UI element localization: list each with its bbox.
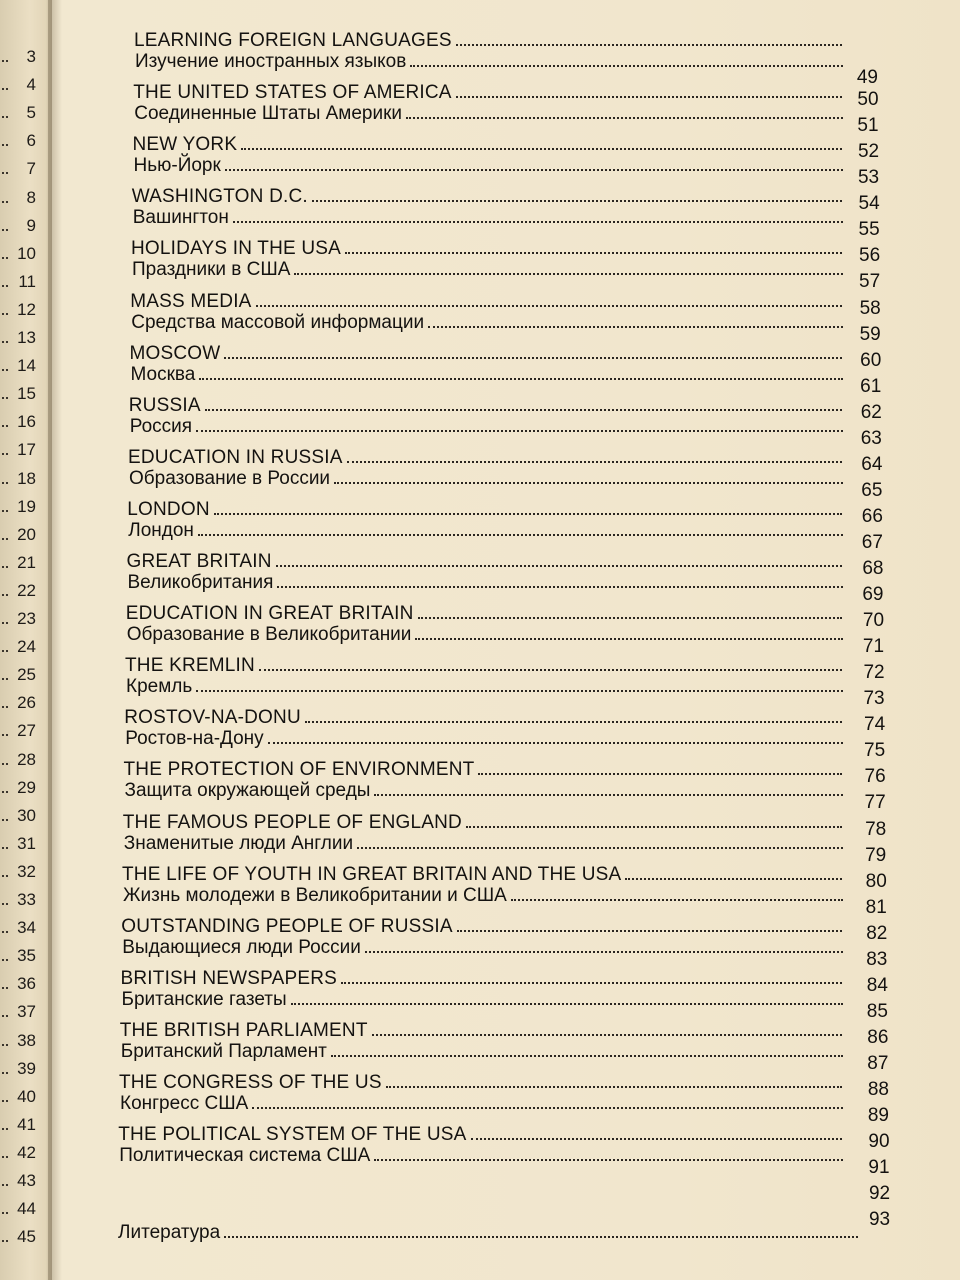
- toc-entry-title: [130, 343, 843, 365]
- facing-page-number: 22: [2, 582, 36, 600]
- toc-entry-subtitle: [123, 885, 843, 907]
- toc-subtitle-text: Нью-Йорк: [133, 155, 221, 177]
- page-number: 86: [867, 1026, 889, 1048]
- facing-page-number: 20: [2, 526, 36, 544]
- dot-leader: [471, 1138, 842, 1140]
- toc-entry-subtitle: [134, 103, 843, 125]
- dot-leader: [625, 878, 842, 880]
- toc-entry-title: [118, 1124, 842, 1146]
- facing-page-number: 29: [2, 779, 36, 797]
- toc-entry-subtitle: [131, 312, 843, 334]
- dot-leader: [214, 513, 842, 515]
- dot-leader: [256, 305, 842, 307]
- page-number: 88: [867, 1079, 889, 1100]
- page-number: 62: [860, 401, 882, 423]
- dot-leader: [241, 148, 842, 150]
- toc-entry-subtitle: [127, 624, 843, 646]
- facing-page-number: 15: [2, 385, 36, 403]
- page-number: 92: [868, 1183, 891, 1205]
- facing-page-number: 23: [2, 610, 36, 628]
- page-number: 80: [865, 870, 887, 892]
- toc-entry-title: [121, 916, 842, 938]
- dot-leader: [428, 326, 843, 328]
- toc-entry-subtitle: [125, 728, 843, 750]
- page-number: 66: [861, 505, 883, 527]
- dot-leader: [252, 1107, 843, 1109]
- toc-subtitle-text: Великобритания: [127, 572, 274, 593]
- toc-subtitle-text: Москва: [130, 363, 196, 385]
- dot-leader: [372, 1034, 842, 1036]
- facing-page-number: 44: [2, 1200, 36, 1218]
- toc-title-text: MASS MEDIA: [130, 290, 252, 312]
- toc-entry-subtitle: [135, 51, 843, 73]
- dot-leader: [511, 899, 843, 901]
- facing-page-number: 12: [2, 301, 36, 319]
- toc-entry-subtitle: [129, 468, 843, 490]
- toc-entry-subtitle: [122, 989, 844, 1011]
- page-number: 91: [868, 1157, 890, 1179]
- toc-entry-title: [124, 759, 843, 781]
- page-number: 83: [866, 948, 888, 970]
- toc-subtitle-text: Образование в России: [129, 467, 331, 489]
- dot-leader: [341, 982, 842, 984]
- facing-page-number: 37: [2, 1003, 36, 1021]
- facing-page-number: 38: [2, 1032, 36, 1050]
- toc-title-text: ROSTOV-NA-DONU: [124, 707, 301, 729]
- facing-page-number: 28: [2, 751, 36, 769]
- dot-leader: [347, 461, 842, 463]
- toc-entry-title: [127, 499, 842, 521]
- toc-entry-subtitle: [133, 207, 843, 229]
- dot-leader: [410, 65, 843, 67]
- page-number: 51: [857, 115, 879, 137]
- page-number: 49: [856, 67, 878, 88]
- facing-page-number: 8: [2, 189, 36, 207]
- toc-entry-title: [131, 238, 842, 260]
- toc-bibliography: [118, 1222, 858, 1244]
- toc-title-text: NEW YORK: [132, 134, 238, 156]
- page-number: 77: [864, 792, 886, 814]
- toc-subtitle-text: Защита окружающей среды: [124, 780, 371, 802]
- toc-subtitle-text: Британский Парламент: [120, 1040, 327, 1062]
- toc-title-text: HOLIDAYS IN THE USA: [131, 238, 342, 260]
- facing-page-number: 6: [2, 132, 36, 150]
- toc-entry-title: [126, 603, 842, 625]
- toc-entry-subtitle: [120, 1093, 843, 1115]
- toc-entry-title: [124, 707, 842, 729]
- toc-subtitle-text: Британские газеты: [121, 988, 287, 1010]
- dot-leader: [406, 117, 843, 119]
- page-number: 75: [864, 740, 886, 762]
- toc-subtitle-text: Конгресс США: [120, 1093, 249, 1114]
- facing-page-number: 17: [2, 441, 36, 459]
- dot-leader: [291, 1003, 843, 1005]
- page-number: 57: [859, 271, 881, 293]
- facing-page-number: 24: [2, 638, 36, 656]
- toc-entry-title: [132, 186, 842, 208]
- page-number: 89: [867, 1105, 889, 1126]
- toc-entry-subtitle: [119, 1145, 843, 1167]
- page-number: 69: [862, 584, 884, 605]
- page-number: 50: [857, 89, 879, 111]
- toc-entry-subtitle: [131, 364, 844, 386]
- page-number: 56: [859, 245, 881, 267]
- dot-leader: [196, 690, 843, 692]
- toc-title-text: THE CONGRESS OF THE US: [119, 1072, 382, 1093]
- toc-entry-subtitle: [122, 937, 843, 959]
- dot-leader: [357, 847, 843, 849]
- page-number: 85: [866, 1000, 888, 1022]
- facing-page-number: 11: [2, 273, 36, 291]
- facing-page-number: 34: [2, 919, 36, 937]
- toc-entry-title: [127, 551, 843, 573]
- dot-leader: [456, 44, 842, 46]
- facing-page-number: 31: [2, 835, 36, 853]
- toc-subtitle-text: Политическая система США: [119, 1145, 371, 1167]
- page-number: 64: [861, 453, 883, 475]
- page-number: 61: [860, 375, 882, 397]
- facing-page-number: 21: [2, 554, 36, 572]
- toc-entry-subtitle: [128, 572, 844, 594]
- toc-title-text: THE POLITICAL SYSTEM OF THE USA: [118, 1124, 467, 1146]
- dot-leader: [277, 586, 843, 588]
- page-number: 79: [865, 844, 887, 866]
- dot-leader: [466, 826, 842, 828]
- toc-entry-subtitle: [134, 155, 844, 177]
- toc-title-text: BRITISH NEWSPAPERS: [120, 967, 338, 989]
- toc-title-text: OUTSTANDING PEOPLE OF RUSSIA: [121, 915, 453, 937]
- facing-page-number: 42: [2, 1144, 36, 1162]
- facing-page-number: 26: [2, 694, 36, 712]
- facing-page-number: 27: [2, 722, 36, 740]
- page-number: 84: [866, 974, 888, 996]
- toc-title-text: LEARNING FOREIGN LANGUAGES: [134, 30, 452, 51]
- toc-entry-title: [130, 291, 842, 313]
- facing-page-number: 18: [2, 470, 36, 488]
- toc-title-text: THE PROTECTION OF ENVIRONMENT: [123, 759, 475, 781]
- toc-subtitle-text: Образование в Великобритании: [126, 624, 412, 646]
- dot-leader: [259, 669, 842, 671]
- facing-page-number: 36: [2, 975, 36, 993]
- dot-leader: [268, 742, 843, 744]
- dot-leader: [199, 378, 843, 380]
- dot-leader: [233, 221, 843, 223]
- toc-subtitle-text: Выдающиеся люди России: [122, 936, 361, 958]
- page-number: 93: [868, 1209, 891, 1231]
- toc-subtitle-text: Лондон: [128, 519, 194, 541]
- page-number: 78: [865, 818, 887, 840]
- toc-subtitle-text: Кремль: [126, 676, 193, 698]
- dot-leader: [456, 96, 842, 98]
- dot-leader: [305, 721, 842, 723]
- facing-page-number: 13: [2, 329, 36, 347]
- dot-leader: [276, 565, 842, 567]
- facing-page-number: 19: [2, 498, 36, 516]
- facing-page-number: 7: [2, 160, 36, 178]
- toc-entry-title: [121, 968, 843, 990]
- toc-entry-subtitle: [125, 780, 844, 802]
- toc-title-text: THE BRITISH PARLIAMENT: [119, 1019, 368, 1041]
- page-number: 59: [859, 323, 881, 345]
- toc-entry-title: [125, 655, 842, 677]
- page-number: 76: [864, 766, 886, 788]
- toc-entry-title: [123, 812, 842, 834]
- page-number: 63: [860, 427, 882, 449]
- facing-page-number: 9: [2, 217, 36, 235]
- facing-page-number: 4: [2, 76, 36, 94]
- facing-page-number: 35: [2, 947, 36, 965]
- toc-entry-subtitle: [126, 676, 843, 698]
- dot-leader: [415, 638, 843, 640]
- toc-title-text: GREAT BRITAIN: [126, 551, 272, 572]
- toc-entry-subtitle: [132, 259, 843, 281]
- toc-entry-title: [128, 447, 842, 469]
- page-number: 60: [860, 349, 882, 371]
- toc-subtitle-text: Ростов-на-Дону: [125, 728, 264, 750]
- toc-title-text: THE FAMOUS PEOPLE OF ENGLAND: [122, 811, 462, 833]
- toc-subtitle-text: Соединенные Штаты Америки: [134, 103, 403, 125]
- page-number: 52: [857, 141, 880, 163]
- toc-subtitle-text: Вашингтон: [132, 207, 229, 229]
- dot-leader: [331, 1055, 843, 1057]
- page-number: 54: [858, 193, 880, 215]
- toc-title-text: LONDON: [127, 498, 210, 520]
- facing-page-number: 30: [2, 807, 36, 825]
- page-number: 73: [863, 688, 885, 710]
- toc-title-text: THE LIFE OF YOUTH IN GREAT BRITAIN AND THE USA: [122, 863, 622, 885]
- facing-page-number: 41: [2, 1116, 36, 1134]
- page-number: 87: [867, 1052, 889, 1074]
- toc-title-text: WASHINGTON D.C.: [131, 186, 308, 208]
- toc-subtitle-text: Знаменитые люди Англии: [123, 832, 354, 854]
- dot-leader: [374, 794, 843, 796]
- dot-leader: [334, 482, 843, 484]
- dot-leader: [224, 1236, 858, 1238]
- toc-entry-title: [129, 395, 842, 417]
- toc-subtitle-text: Средства массовой информации: [131, 311, 425, 333]
- toc-entry-subtitle: [130, 416, 843, 438]
- toc-subtitle-text: Жизнь молодежи в Великобритании и США: [123, 884, 507, 906]
- toc-entry-title: [120, 1020, 842, 1042]
- facing-page-number: 45: [2, 1228, 36, 1246]
- toc-entry-title: [119, 1072, 842, 1094]
- facing-page-number: 10: [2, 245, 36, 263]
- toc-bibliography-label: Литература: [118, 1222, 221, 1243]
- facing-page-number: 14: [2, 357, 36, 375]
- dot-leader: [205, 409, 842, 411]
- dot-leader: [198, 534, 843, 536]
- dot-leader: [224, 357, 842, 359]
- page-number: 72: [863, 662, 885, 684]
- toc-entry-title: [122, 864, 842, 886]
- dot-leader: [196, 430, 843, 432]
- toc-title-text: MOSCOW: [129, 342, 221, 364]
- facing-page-number: 25: [2, 666, 36, 684]
- dot-leader: [225, 169, 843, 171]
- page-number: 68: [862, 558, 884, 579]
- page-number: 53: [857, 167, 880, 189]
- toc-entry-title: [134, 30, 842, 52]
- dot-leader: [294, 273, 843, 275]
- page-number: 58: [859, 297, 881, 319]
- toc-title-text: EDUCATION IN RUSSIA: [128, 446, 343, 468]
- toc-entry-title: [133, 82, 842, 104]
- page-number: 74: [864, 714, 886, 736]
- toc-title-text: EDUCATION IN GREAT BRITAIN: [125, 603, 414, 625]
- toc-title-text: THE KREMLIN: [125, 655, 255, 677]
- dot-leader: [457, 930, 842, 932]
- dot-leader: [478, 773, 842, 775]
- toc-entry-subtitle: [124, 833, 843, 855]
- dot-leader: [312, 200, 842, 202]
- facing-page-number: 39: [2, 1060, 36, 1078]
- page-number: 55: [858, 219, 880, 241]
- facing-page-number: 3: [2, 48, 36, 66]
- toc-title-text: RUSSIA: [128, 394, 201, 416]
- page-number: 71: [862, 636, 885, 658]
- facing-page-number: 43: [2, 1172, 36, 1190]
- facing-page-number: 33: [2, 891, 36, 909]
- facing-page-number: 40: [2, 1088, 36, 1106]
- toc-entry-title: [133, 134, 843, 156]
- page-number: 65: [861, 479, 883, 501]
- page-number: 90: [868, 1131, 890, 1153]
- page-number: 81: [865, 896, 887, 918]
- toc-subtitle-text: Россия: [129, 415, 193, 437]
- toc-entry-subtitle: [128, 520, 843, 542]
- dot-leader: [386, 1086, 842, 1088]
- dot-leader: [418, 617, 842, 619]
- dot-leader: [345, 252, 842, 254]
- dot-leader: [374, 1159, 843, 1161]
- facing-page-number: 32: [2, 863, 36, 881]
- page-number: 82: [866, 922, 888, 944]
- dot-leader: [365, 951, 843, 953]
- page-number: 67: [861, 531, 883, 553]
- toc-title-text: THE UNITED STATES OF AMERICA: [133, 82, 452, 104]
- page-number: 70: [862, 610, 885, 632]
- toc-subtitle-text: Изучение иностранных языков: [135, 51, 407, 72]
- toc-entry-subtitle: [121, 1041, 843, 1063]
- facing-page-number: 5: [2, 104, 36, 122]
- toc-subtitle-text: Праздники в США: [132, 259, 291, 281]
- facing-page-number: 16: [2, 413, 36, 431]
